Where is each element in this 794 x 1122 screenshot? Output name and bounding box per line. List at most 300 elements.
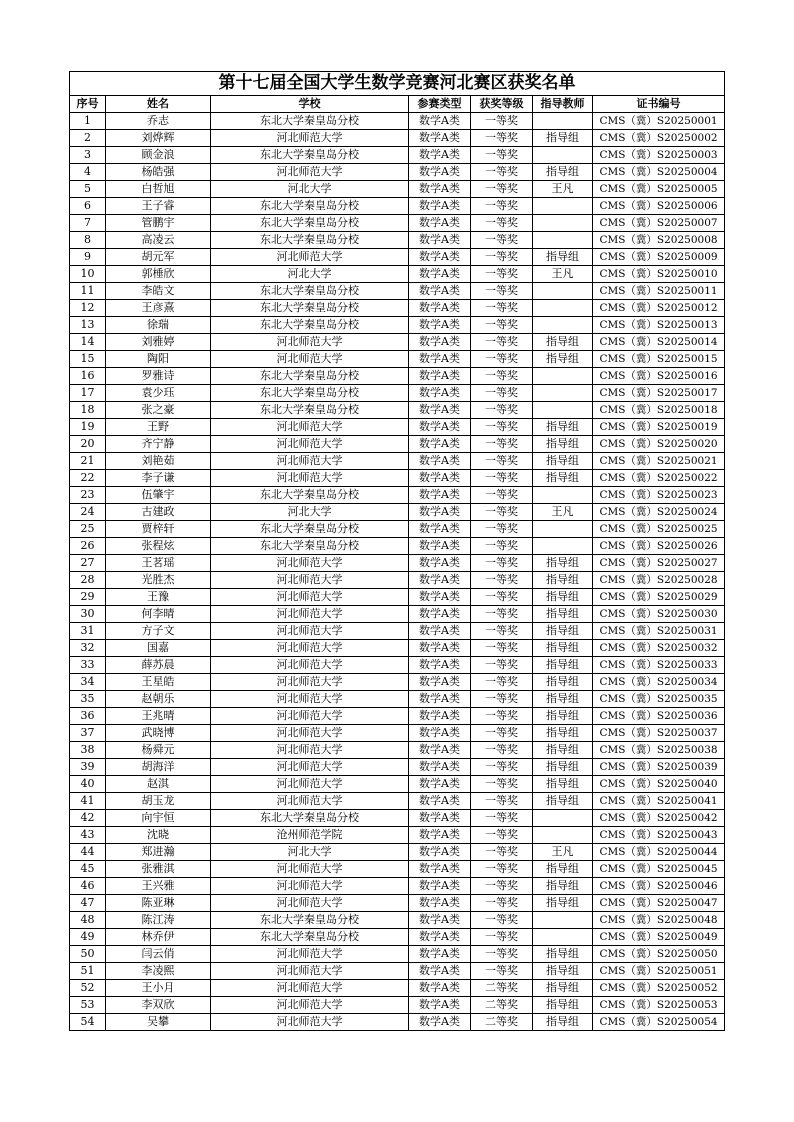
cell-school: 河北师范大学: [211, 453, 409, 470]
cell-certificate: CMS（冀）S20250020: [593, 436, 725, 453]
table-row: [70, 487, 725, 504]
cell-certificate: CMS（冀）S20250030: [593, 606, 725, 623]
cell-advisor: 指导组: [533, 555, 593, 572]
cell-certificate: CMS（冀）S20250032: [593, 640, 725, 657]
cell-index: 44: [70, 844, 106, 861]
cell-advisor: [533, 215, 593, 232]
cell-index: 1: [70, 113, 106, 130]
table-row: [70, 708, 725, 725]
cell-name: 王子睿: [106, 198, 211, 215]
cell-certificate: CMS（冀）S20250053: [593, 997, 725, 1014]
cell-index: 40: [70, 776, 106, 793]
table-row: [70, 691, 725, 708]
cell-name: 袁少珏: [106, 385, 211, 402]
cell-certificate: CMS（冀）S20250006: [593, 198, 725, 215]
cell-category: 数学A类: [409, 555, 471, 572]
cell-name: 刘烨辉: [106, 130, 211, 147]
cell-award: 一等奖: [471, 674, 533, 691]
cell-advisor: [533, 810, 593, 827]
cell-certificate: CMS（冀）S20250024: [593, 504, 725, 521]
table-row: [70, 402, 725, 419]
cell-certificate: CMS（冀）S20250048: [593, 912, 725, 929]
table-row: [70, 640, 725, 657]
cell-certificate: CMS（冀）S20250016: [593, 368, 725, 385]
cell-award: 一等奖: [471, 266, 533, 283]
cell-name: 胡海洋: [106, 759, 211, 776]
column-header-certificate: 证书编号: [593, 96, 725, 113]
cell-advisor: 指导组: [533, 572, 593, 589]
cell-name: 王小月: [106, 980, 211, 997]
cell-certificate: CMS（冀）S20250050: [593, 946, 725, 963]
cell-award: 一等奖: [471, 181, 533, 198]
table-row: [70, 419, 725, 436]
column-header-advisor: 指导教师: [533, 96, 593, 113]
cell-school: 东北大学秦皇岛分校: [211, 147, 409, 164]
cell-advisor: 指导组: [533, 708, 593, 725]
cell-award: 一等奖: [471, 419, 533, 436]
cell-advisor: 指导组: [533, 742, 593, 759]
cell-category: 数学A类: [409, 470, 471, 487]
cell-advisor: [533, 147, 593, 164]
cell-category: 数学A类: [409, 623, 471, 640]
cell-name: 胡玉龙: [106, 793, 211, 810]
cell-award: 二等奖: [471, 980, 533, 997]
cell-advisor: 指导组: [533, 1014, 593, 1031]
cell-name: 胡元军: [106, 249, 211, 266]
cell-category: 数学A类: [409, 283, 471, 300]
cell-award: 一等奖: [471, 691, 533, 708]
cell-advisor: 指导组: [533, 164, 593, 181]
cell-certificate: CMS（冀）S20250004: [593, 164, 725, 181]
cell-advisor: 王凡: [533, 844, 593, 861]
cell-index: 19: [70, 419, 106, 436]
cell-advisor: 指导组: [533, 453, 593, 470]
cell-school: 河北师范大学: [211, 997, 409, 1014]
cell-index: 17: [70, 385, 106, 402]
table-row: [70, 980, 725, 997]
table-row: [70, 249, 725, 266]
cell-school: 东北大学秦皇岛分校: [211, 538, 409, 555]
cell-index: 25: [70, 521, 106, 538]
cell-index: 27: [70, 555, 106, 572]
cell-advisor: 指导组: [533, 691, 593, 708]
cell-category: 数学A类: [409, 1014, 471, 1031]
cell-advisor: 指导组: [533, 895, 593, 912]
cell-award: 一等奖: [471, 164, 533, 181]
cell-name: 何李晴: [106, 606, 211, 623]
cell-index: 24: [70, 504, 106, 521]
cell-category: 数学A类: [409, 997, 471, 1014]
cell-certificate: CMS（冀）S20250001: [593, 113, 725, 130]
cell-certificate: CMS（冀）S20250021: [593, 453, 725, 470]
cell-award: 一等奖: [471, 215, 533, 232]
cell-name: 赵朝乐: [106, 691, 211, 708]
cell-school: 河北师范大学: [211, 742, 409, 759]
cell-award: 一等奖: [471, 606, 533, 623]
cell-school: 河北大学: [211, 266, 409, 283]
table-row: [70, 215, 725, 232]
cell-certificate: CMS（冀）S20250052: [593, 980, 725, 997]
cell-category: 数学A类: [409, 317, 471, 334]
cell-certificate: CMS（冀）S20250041: [593, 793, 725, 810]
cell-school: 东北大学秦皇岛分校: [211, 300, 409, 317]
cell-name: 管鹏宇: [106, 215, 211, 232]
table-row: [70, 759, 725, 776]
table-row: [70, 317, 725, 334]
cell-award: 一等奖: [471, 640, 533, 657]
cell-advisor: 指导组: [533, 725, 593, 742]
cell-certificate: CMS（冀）S20250039: [593, 759, 725, 776]
cell-category: 数学A类: [409, 589, 471, 606]
table-row: [70, 385, 725, 402]
cell-certificate: CMS（冀）S20250046: [593, 878, 725, 895]
cell-school: 河北师范大学: [211, 895, 409, 912]
cell-name: 林乔伊: [106, 929, 211, 946]
cell-name: 贾梓轩: [106, 521, 211, 538]
table-row: [70, 725, 725, 742]
table-row: [70, 589, 725, 606]
table-row: [70, 657, 725, 674]
cell-school: 河北师范大学: [211, 946, 409, 963]
cell-award: 一等奖: [471, 827, 533, 844]
table-row: [70, 470, 725, 487]
cell-school: 河北师范大学: [211, 572, 409, 589]
cell-certificate: CMS（冀）S20250018: [593, 402, 725, 419]
cell-advisor: [533, 300, 593, 317]
cell-category: 数学A类: [409, 844, 471, 861]
cell-award: 一等奖: [471, 844, 533, 861]
cell-certificate: CMS（冀）S20250025: [593, 521, 725, 538]
cell-advisor: [533, 198, 593, 215]
cell-award: 一等奖: [471, 810, 533, 827]
cell-certificate: CMS（冀）S20250012: [593, 300, 725, 317]
cell-name: 李双欣: [106, 997, 211, 1014]
cell-category: 数学A类: [409, 368, 471, 385]
cell-category: 数学A类: [409, 521, 471, 538]
cell-advisor: 王凡: [533, 181, 593, 198]
cell-certificate: CMS（冀）S20250043: [593, 827, 725, 844]
cell-award: 一等奖: [471, 878, 533, 895]
cell-school: 东北大学秦皇岛分校: [211, 198, 409, 215]
cell-award: 一等奖: [471, 368, 533, 385]
table-row: [70, 351, 725, 368]
cell-name: 高凌云: [106, 232, 211, 249]
cell-category: 数学A类: [409, 895, 471, 912]
cell-index: 14: [70, 334, 106, 351]
table-row: [70, 198, 725, 215]
cell-certificate: CMS（冀）S20250044: [593, 844, 725, 861]
cell-award: 一等奖: [471, 929, 533, 946]
cell-index: 42: [70, 810, 106, 827]
cell-advisor: 指导组: [533, 130, 593, 147]
table-row: [70, 266, 725, 283]
cell-award: 一等奖: [471, 487, 533, 504]
cell-school: 河北师范大学: [211, 980, 409, 997]
cell-name: 徐瑞: [106, 317, 211, 334]
cell-award: 一等奖: [471, 589, 533, 606]
cell-index: 23: [70, 487, 106, 504]
cell-category: 数学A类: [409, 674, 471, 691]
cell-index: 8: [70, 232, 106, 249]
cell-category: 数学A类: [409, 402, 471, 419]
cell-category: 数学A类: [409, 351, 471, 368]
cell-index: 37: [70, 725, 106, 742]
cell-category: 数学A类: [409, 572, 471, 589]
cell-certificate: CMS（冀）S20250026: [593, 538, 725, 555]
cell-index: 4: [70, 164, 106, 181]
cell-award: 一等奖: [471, 470, 533, 487]
cell-certificate: CMS（冀）S20250023: [593, 487, 725, 504]
cell-advisor: 指导组: [533, 640, 593, 657]
cell-school: 河北师范大学: [211, 334, 409, 351]
cell-school: 东北大学秦皇岛分校: [211, 113, 409, 130]
column-header-award: 获奖等级: [471, 96, 533, 113]
table-row: [70, 368, 725, 385]
cell-index: 50: [70, 946, 106, 963]
cell-category: 数学A类: [409, 504, 471, 521]
cell-category: 数学A类: [409, 742, 471, 759]
cell-certificate: CMS（冀）S20250031: [593, 623, 725, 640]
cell-certificate: CMS（冀）S20250014: [593, 334, 725, 351]
cell-category: 数学A类: [409, 827, 471, 844]
cell-award: 一等奖: [471, 623, 533, 640]
cell-certificate: CMS（冀）S20250003: [593, 147, 725, 164]
cell-school: 河北师范大学: [211, 164, 409, 181]
cell-award: 一等奖: [471, 130, 533, 147]
table-row: [70, 164, 725, 181]
cell-index: 47: [70, 895, 106, 912]
cell-certificate: CMS（冀）S20250049: [593, 929, 725, 946]
cell-school: 河北师范大学: [211, 436, 409, 453]
cell-school: 河北师范大学: [211, 555, 409, 572]
cell-category: 数学A类: [409, 691, 471, 708]
table-row: [70, 453, 725, 470]
table-row: [70, 606, 725, 623]
cell-name: 薛苏晨: [106, 657, 211, 674]
cell-award: 一等奖: [471, 385, 533, 402]
cell-category: 数学A类: [409, 606, 471, 623]
cell-award: 一等奖: [471, 317, 533, 334]
cell-index: 41: [70, 793, 106, 810]
cell-award: 一等奖: [471, 538, 533, 555]
cell-index: 15: [70, 351, 106, 368]
cell-advisor: [533, 385, 593, 402]
cell-award: 二等奖: [471, 1014, 533, 1031]
cell-index: 48: [70, 912, 106, 929]
table-row: [70, 521, 725, 538]
cell-advisor: 指导组: [533, 351, 593, 368]
cell-school: 河北师范大学: [211, 351, 409, 368]
cell-index: 54: [70, 1014, 106, 1031]
cell-name: 陈亚琳: [106, 895, 211, 912]
cell-index: 35: [70, 691, 106, 708]
cell-name: 吴攀: [106, 1014, 211, 1031]
cell-index: 53: [70, 997, 106, 1014]
cell-advisor: 指导组: [533, 963, 593, 980]
cell-award: 一等奖: [471, 147, 533, 164]
cell-advisor: 指导组: [533, 861, 593, 878]
table-row: [70, 776, 725, 793]
cell-index: 18: [70, 402, 106, 419]
cell-category: 数学A类: [409, 912, 471, 929]
cell-advisor: 指导组: [533, 997, 593, 1014]
cell-school: 东北大学秦皇岛分校: [211, 402, 409, 419]
cell-advisor: [533, 912, 593, 929]
cell-advisor: [533, 283, 593, 300]
cell-school: 河北师范大学: [211, 470, 409, 487]
cell-advisor: 指导组: [533, 674, 593, 691]
table-row: [70, 232, 725, 249]
cell-index: 38: [70, 742, 106, 759]
table-row: [70, 742, 725, 759]
table-row: [70, 572, 725, 589]
cell-name: 郭棰欣: [106, 266, 211, 283]
cell-category: 数学A类: [409, 181, 471, 198]
cell-index: 46: [70, 878, 106, 895]
cell-advisor: [533, 402, 593, 419]
cell-category: 数学A类: [409, 963, 471, 980]
cell-award: 一等奖: [471, 453, 533, 470]
cell-name: 齐宁静: [106, 436, 211, 453]
cell-index: 30: [70, 606, 106, 623]
cell-advisor: 指导组: [533, 470, 593, 487]
cell-category: 数学A类: [409, 453, 471, 470]
cell-index: 22: [70, 470, 106, 487]
cell-category: 数学A类: [409, 300, 471, 317]
cell-certificate: CMS（冀）S20250034: [593, 674, 725, 691]
cell-award: 一等奖: [471, 198, 533, 215]
cell-category: 数学A类: [409, 198, 471, 215]
cell-certificate: CMS（冀）S20250005: [593, 181, 725, 198]
cell-advisor: 指导组: [533, 657, 593, 674]
cell-name: 伍肇宇: [106, 487, 211, 504]
cell-name: 陈江涛: [106, 912, 211, 929]
column-header-index: 序号: [70, 96, 106, 113]
cell-category: 数学A类: [409, 385, 471, 402]
cell-award: 一等奖: [471, 436, 533, 453]
cell-index: 28: [70, 572, 106, 589]
cell-award: 一等奖: [471, 776, 533, 793]
cell-certificate: CMS（冀）S20250029: [593, 589, 725, 606]
cell-name: 刘艳茹: [106, 453, 211, 470]
cell-category: 数学A类: [409, 640, 471, 657]
cell-name: 张雅淇: [106, 861, 211, 878]
table-row: [70, 844, 725, 861]
cell-award: 二等奖: [471, 997, 533, 1014]
cell-school: 河北师范大学: [211, 776, 409, 793]
cell-name: 张之豪: [106, 402, 211, 419]
cell-name: 白哲旭: [106, 181, 211, 198]
cell-advisor: 王凡: [533, 266, 593, 283]
cell-name: 罗雅诗: [106, 368, 211, 385]
cell-advisor: 指导组: [533, 589, 593, 606]
cell-school: 东北大学秦皇岛分校: [211, 317, 409, 334]
cell-name: 国嘉: [106, 640, 211, 657]
cell-advisor: 指导组: [533, 793, 593, 810]
cell-index: 13: [70, 317, 106, 334]
column-header-category: 参赛类型: [409, 96, 471, 113]
cell-name: 杨舜元: [106, 742, 211, 759]
cell-index: 43: [70, 827, 106, 844]
cell-school: 东北大学秦皇岛分校: [211, 929, 409, 946]
cell-category: 数学A类: [409, 759, 471, 776]
cell-index: 52: [70, 980, 106, 997]
cell-school: 河北大学: [211, 844, 409, 861]
cell-certificate: CMS（冀）S20250028: [593, 572, 725, 589]
cell-index: 49: [70, 929, 106, 946]
cell-advisor: 指导组: [533, 980, 593, 997]
table-row: [70, 827, 725, 844]
page-title: 第十七届全国大学生数学竞赛河北赛区获奖名单: [70, 72, 725, 96]
cell-index: 10: [70, 266, 106, 283]
cell-category: 数学A类: [409, 793, 471, 810]
cell-category: 数学A类: [409, 538, 471, 555]
cell-school: 河北师范大学: [211, 249, 409, 266]
cell-certificate: CMS（冀）S20250027: [593, 555, 725, 572]
cell-advisor: 指导组: [533, 436, 593, 453]
cell-certificate: CMS（冀）S20250042: [593, 810, 725, 827]
cell-category: 数学A类: [409, 215, 471, 232]
cell-school: 河北师范大学: [211, 1014, 409, 1031]
cell-certificate: CMS（冀）S20250017: [593, 385, 725, 402]
award-table: [69, 71, 725, 1031]
table-row: [70, 504, 725, 521]
cell-name: 武晓博: [106, 725, 211, 742]
cell-school: 河北大学: [211, 181, 409, 198]
cell-name: 陶阳: [106, 351, 211, 368]
cell-award: 一等奖: [471, 300, 533, 317]
cell-name: 赵淇: [106, 776, 211, 793]
cell-category: 数学A类: [409, 487, 471, 504]
table-row: [70, 113, 725, 130]
cell-school: 河北师范大学: [211, 793, 409, 810]
cell-school: 东北大学秦皇岛分校: [211, 232, 409, 249]
cell-award: 一等奖: [471, 912, 533, 929]
cell-advisor: [533, 232, 593, 249]
cell-certificate: CMS（冀）S20250013: [593, 317, 725, 334]
cell-award: 一等奖: [471, 402, 533, 419]
cell-school: 河北师范大学: [211, 419, 409, 436]
cell-advisor: 指导组: [533, 249, 593, 266]
cell-index: 2: [70, 130, 106, 147]
cell-name: 王星皓: [106, 674, 211, 691]
cell-school: 河北师范大学: [211, 130, 409, 147]
cell-award: 一等奖: [471, 861, 533, 878]
cell-school: 东北大学秦皇岛分校: [211, 521, 409, 538]
cell-school: 东北大学秦皇岛分校: [211, 368, 409, 385]
cell-school: 河北师范大学: [211, 657, 409, 674]
cell-category: 数学A类: [409, 946, 471, 963]
cell-index: 6: [70, 198, 106, 215]
cell-index: 20: [70, 436, 106, 453]
cell-certificate: CMS（冀）S20250047: [593, 895, 725, 912]
cell-certificate: CMS（冀）S20250008: [593, 232, 725, 249]
table-row: [70, 334, 725, 351]
cell-certificate: CMS（冀）S20250010: [593, 266, 725, 283]
table-row: [70, 793, 725, 810]
cell-category: 数学A类: [409, 436, 471, 453]
cell-name: 王兆晴: [106, 708, 211, 725]
cell-school: 河北师范大学: [211, 708, 409, 725]
cell-certificate: CMS（冀）S20250038: [593, 742, 725, 759]
cell-advisor: 指导组: [533, 878, 593, 895]
cell-index: 45: [70, 861, 106, 878]
cell-advisor: 指导组: [533, 623, 593, 640]
cell-category: 数学A类: [409, 147, 471, 164]
cell-award: 一等奖: [471, 742, 533, 759]
cell-advisor: [533, 929, 593, 946]
cell-name: 郑进瀚: [106, 844, 211, 861]
